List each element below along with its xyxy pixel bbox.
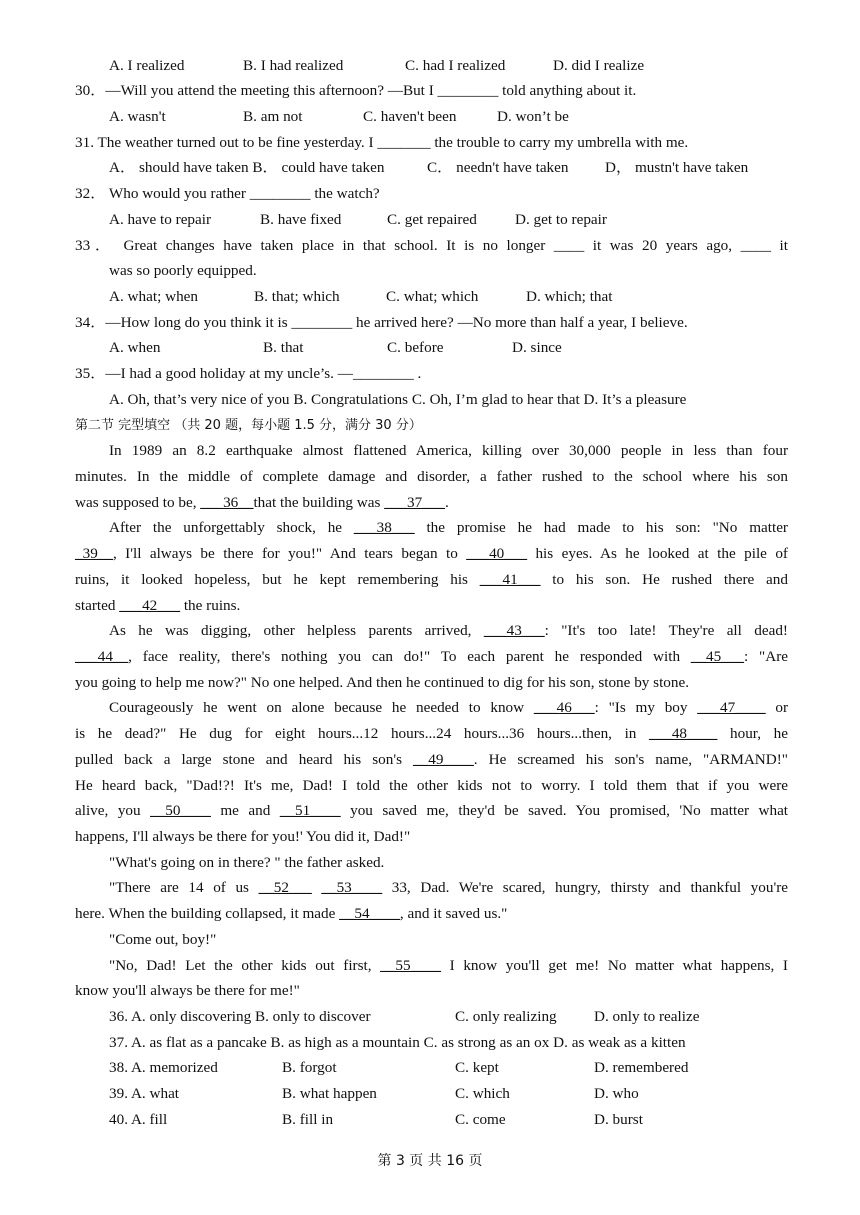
- blank-37: ___37___: [384, 494, 445, 511]
- q33-option-a: A. what; when: [109, 288, 198, 305]
- q31-stem: 31. The weather turned out to be fine yesterday. I _______ the trouble to carry my umbrella with me.: [75, 134, 689, 151]
- text: here. When the building collapsed, it made: [75, 905, 340, 922]
- text: 33, Dad. We're scared, hungry, thirsty and thankful you're: [382, 879, 788, 896]
- blank-42: ___42___: [119, 597, 181, 614]
- q39-option-b: B. what happen: [282, 1085, 377, 1102]
- text: , face reality, there's nothing you can do!" To each parent he responded with: [128, 648, 691, 665]
- passage-p6-line1: [109, 878, 788, 898]
- blank-40: ___40___: [466, 545, 528, 562]
- text: As he was digging, other helpless parents arrived,: [109, 622, 484, 639]
- text: , I'll always be there for you!" And tears began to: [112, 545, 467, 562]
- text: was supposed to be,: [75, 494, 201, 511]
- q31-option-c: C． needn't have taken: [427, 159, 569, 176]
- passage-p7: "Come out, boy!": [109, 931, 217, 948]
- q38-option-c: C. kept: [455, 1059, 499, 1076]
- blank-51: __51____: [279, 802, 341, 819]
- q29-option-c: C. had I realized: [405, 57, 506, 74]
- text: me and: [210, 802, 280, 819]
- q36-option-d: D. only to realize: [594, 1008, 700, 1025]
- passage-p3-line3: you going to help me now?" No one helped. And then he continued to dig for his son, stone by stone.: [75, 674, 690, 691]
- text: : "Are: [744, 648, 788, 665]
- blank-36: ___36__: [200, 494, 254, 511]
- q34-option-d: D. since: [512, 339, 562, 356]
- q29-option-a: A. I realized: [109, 57, 185, 74]
- blank-53: __53____: [321, 879, 383, 896]
- blank-38: ___38___: [353, 519, 415, 536]
- blank-41: ___41___: [479, 571, 541, 588]
- q39-option-c: C. which: [455, 1085, 510, 1102]
- text: After the unforgettably shock, he: [109, 519, 354, 536]
- q30-option-b: B. am not: [243, 108, 303, 125]
- passage-p2-line3: [75, 570, 788, 590]
- passage-p2-line2: [75, 544, 788, 564]
- q33-option-c: C. what; which: [386, 288, 479, 305]
- blank-54: __54____: [339, 905, 400, 922]
- text: "There are 14 of us: [109, 879, 259, 896]
- blank-47: ___47____: [697, 699, 766, 716]
- q32-stem: 32． Who would you rather ________ the watch?: [75, 185, 380, 202]
- passage-p6-line2: [75, 904, 788, 924]
- blank-49: __49____: [413, 751, 474, 768]
- text: is he dead?" He dug for eight hours...12 hours...24 hours...36 hours...then, in: [75, 725, 650, 742]
- blank-50: __50____: [150, 802, 211, 819]
- q39-option-d: D. who: [594, 1085, 639, 1102]
- text: ruins, it looked hopeless, but he kept remembering his: [75, 571, 480, 588]
- q33-option-b: B. that; which: [254, 288, 340, 305]
- text: : "It's too late! They're all dead!: [544, 622, 788, 639]
- text: that the building was: [253, 494, 385, 511]
- blank-44: ___44__: [75, 648, 129, 665]
- text: I know you'll get me! No matter what happens, I: [440, 957, 788, 974]
- passage-p4-line5: [75, 801, 788, 821]
- passage-p4-line4: He heard back, "Dad!?! It's me, Dad! I told the other kids not to worry. I told them that if you were: [75, 777, 788, 794]
- q36-option-ab: 36. A. only discovering B. only to discover: [109, 1008, 371, 1025]
- blank-52: __52___: [258, 879, 312, 896]
- passage-p8-line1: [109, 956, 788, 976]
- q30-option-d: D. won’t be: [497, 108, 569, 125]
- q33-option-d: D. which; that: [526, 288, 613, 305]
- q34-stem: 34．—How long do you think it is ________ he arrived here? —No more than half a year, I believe.: [75, 314, 688, 331]
- text: his eyes. As he looked at the pile of: [527, 545, 788, 562]
- passage-p1-line3: [75, 493, 788, 513]
- text: .: [444, 494, 449, 511]
- text: alive, you: [75, 802, 151, 819]
- passage-p3-line1: [109, 621, 788, 641]
- q31-option-d: D， mustn't have taken: [605, 159, 749, 176]
- q33-stem-line2: was so poorly equipped.: [109, 262, 257, 279]
- q30-stem: 30．—Will you attend the meeting this afternoon? —But I ________ told anything about it.: [75, 82, 637, 99]
- q38-option-b: B. forgot: [282, 1059, 337, 1076]
- q30-option-a: A. wasn't: [109, 108, 166, 125]
- passage-p1-line1: In 1989 an 8.2 earthquake almost flattened America, killing over 30,000 people in less than four: [109, 442, 788, 459]
- q31-option-ab: A． should have taken B． could have taken: [109, 159, 385, 176]
- blank-48: ___48____: [649, 725, 718, 742]
- passage-p1-line2: minutes. In the middle of complete damage and disorder, a father rushed to the school where his son: [75, 468, 788, 485]
- q30-option-c: C. haven't been: [363, 108, 457, 125]
- text: started: [75, 597, 120, 614]
- q35-options: A. Oh, that’s very nice of you B. Congratulations C. Oh, I’m glad to hear that D. It’s a pleasure: [109, 391, 687, 408]
- blank-45: __45___: [690, 648, 744, 665]
- page-footer: 第 3 页 共 16 页: [377, 1153, 483, 1169]
- q34-option-b: B. that: [263, 339, 304, 356]
- q32-option-b: B. have fixed: [260, 211, 342, 228]
- q29-option-b: B. I had realized: [243, 57, 344, 74]
- blank-39: _39__: [75, 545, 113, 562]
- text: or: [765, 699, 789, 716]
- blank-55: __55____: [380, 957, 441, 974]
- q35-stem: 35．—I had a good holiday at my uncle’s. —________ .: [75, 365, 422, 382]
- q32-option-a: A. have to repair: [109, 211, 212, 228]
- section-heading: 第二节 完型填空 （共 20 题，每小题 1.5 分，满分 30 分）: [75, 418, 422, 433]
- q37-row: 37. A. as flat as a pancake B. as high as a mountain C. as strong as an ox D. as weak as a kitten: [109, 1034, 686, 1051]
- q40-option-c: C. come: [455, 1111, 506, 1128]
- passage-p8-line2: know you'll always be there for me!": [75, 982, 300, 999]
- text: . He screamed his son's name, "ARMAND!": [473, 751, 788, 768]
- q34-option-a: A. when: [109, 339, 161, 356]
- q36-option-c: C. only realizing: [455, 1008, 557, 1025]
- text: you saved me, they'd be saved. You promised, 'No matter what: [340, 802, 789, 819]
- passage-p4-line3: [75, 750, 788, 770]
- passage-p4-line6: happens, I'll always be there for you!' You did it, Dad!": [75, 828, 411, 845]
- q40-option-d: D. burst: [594, 1111, 643, 1128]
- passage-p5: "What's going on in there? " the father asked.: [109, 854, 385, 871]
- text: pulled back a large stone and heard his son's: [75, 751, 414, 768]
- passage-p4-line2: [75, 724, 788, 744]
- text: the promise he had made to his son: "No matter: [414, 519, 788, 536]
- q32-option-c: C. get repaired: [387, 211, 477, 228]
- q32-option-d: D. get to repair: [515, 211, 607, 228]
- blank-46: ___46___: [533, 699, 595, 716]
- q40-option-a: 40. A. fill: [109, 1111, 168, 1128]
- q33-stem-line1: 33． Great changes have taken place in that school. It is no longer ____ it was 20 years ago, ____ it: [75, 237, 788, 254]
- passage-p2-line1: [109, 518, 788, 538]
- text: the ruins.: [180, 597, 241, 614]
- q38-option-d: D. remembered: [594, 1059, 689, 1076]
- q34-option-c: C. before: [387, 339, 444, 356]
- passage-p2-line4: [75, 596, 788, 616]
- text: , and it saved us.": [399, 905, 508, 922]
- passage-p3-line2: [75, 647, 788, 667]
- q39-option-a: 39. A. what: [109, 1085, 180, 1102]
- text: to his son. He rushed there and: [540, 571, 788, 588]
- text: : "Is my boy: [594, 699, 698, 716]
- q29-option-d: D. did I realize: [553, 57, 645, 74]
- text: "No, Dad! Let the other kids out first,: [109, 957, 381, 974]
- text: Courageously he went on alone because he needed to know: [109, 699, 534, 716]
- passage-p4-line1: [109, 698, 788, 718]
- text: hour, he: [717, 725, 788, 742]
- blank-43: ___43___: [483, 622, 545, 639]
- q40-option-b: B. fill in: [282, 1111, 334, 1128]
- q38-option-a: 38. A. memorized: [109, 1059, 218, 1076]
